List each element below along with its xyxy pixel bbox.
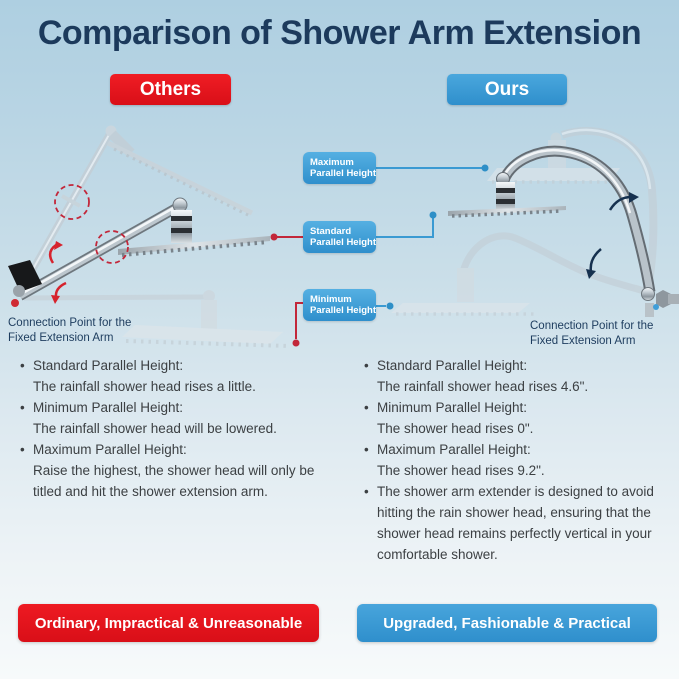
item-heading: Minimum Parallel Height:	[377, 400, 528, 415]
left-connection-point-caption: Connection Point for the Fixed Extension Arm	[8, 317, 132, 344]
ours-verdict-banner	[357, 604, 657, 642]
ours-column-label: Ours	[484, 78, 530, 100]
blue-dot-icon	[482, 165, 489, 172]
others-feature-list	[20, 355, 340, 502]
right-product-illustration	[391, 130, 679, 317]
label-line: Standard	[310, 226, 352, 237]
list-item	[364, 355, 664, 397]
blue-dot-icon	[387, 303, 394, 310]
label-line: Maximum	[310, 157, 354, 168]
bullet-icon: •	[20, 400, 25, 415]
item-heading: Maximum Parallel Height:	[377, 442, 531, 457]
page-title: Comparison of Shower Arm Extension	[37, 14, 642, 52]
item-body: The shower head rises 9.2".	[377, 463, 545, 478]
item-body: Raise the highest, the shower head will only be titled and hit the shower extension arm.	[33, 463, 315, 499]
connector-maximum-right	[375, 165, 489, 172]
bullet-icon: •	[364, 484, 369, 499]
standard-parallel-height-label	[303, 221, 376, 253]
item-body: The rainfall shower head rises 4.6".	[377, 379, 589, 394]
blue-dot-icon	[430, 212, 437, 219]
label-line: Parallel Height	[310, 305, 376, 316]
label-line: Minimum	[310, 294, 352, 305]
item-body: The shower arm extender is designed to avoid hitting the rain shower head, ensuring that the shower head remains perfectly vertical in your comfortable shower.	[377, 484, 654, 562]
ours-feature-list	[364, 355, 664, 565]
bullet-icon: •	[364, 358, 369, 373]
bullet-icon: •	[20, 358, 25, 373]
bullet-icon: •	[20, 442, 25, 457]
right-wall-fitting	[642, 288, 679, 318]
connector-minimum-left	[293, 303, 304, 347]
right-connection-point-caption: Connection Point for the Fixed Extension Arm	[530, 320, 654, 347]
red-dot-icon	[271, 234, 278, 241]
connector-minimum-right	[375, 303, 394, 310]
list-item	[364, 439, 664, 481]
others-verdict-banner	[18, 604, 319, 642]
red-dot-icon	[293, 340, 300, 347]
others-column-label: Others	[139, 78, 202, 100]
item-heading: Minimum Parallel Height:	[33, 400, 184, 415]
connector-standard-left	[271, 234, 304, 241]
connector-lines	[271, 165, 489, 347]
label-line: Parallel Height	[310, 168, 376, 179]
ours-column-badge	[447, 74, 567, 105]
blue-dot-icon	[653, 304, 659, 310]
item-body: The rainfall shower head will be lowered.	[33, 421, 277, 436]
item-heading: Standard Parallel Height:	[33, 358, 184, 373]
minimum-parallel-height-label	[303, 289, 376, 321]
others-verdict-text: Ordinary, Impractical & Unreasonable	[34, 614, 303, 632]
bullet-icon: •	[364, 442, 369, 457]
list-item	[364, 481, 664, 565]
list-item	[20, 439, 340, 502]
bullet-icon: •	[364, 400, 369, 415]
item-body: The rainfall shower head rises a little.	[33, 379, 256, 394]
left-product-illustration	[8, 126, 289, 347]
list-item	[20, 355, 340, 397]
item-heading: Standard Parallel Height:	[377, 358, 528, 373]
list-item	[364, 397, 664, 439]
label-line: Parallel Height	[310, 237, 376, 248]
maximum-parallel-height-label	[303, 152, 376, 184]
list-item	[20, 397, 340, 439]
right-ghost-minimum-position	[391, 236, 644, 314]
connector-standard-right	[375, 212, 437, 238]
tilt-arrow-icon	[51, 283, 66, 304]
tilt-arrow-icon	[50, 241, 63, 263]
others-column-badge	[110, 74, 231, 105]
item-heading: Maximum Parallel Height:	[33, 442, 187, 457]
item-body: The shower head rises 0".	[377, 421, 534, 436]
red-dot-icon	[11, 299, 19, 307]
ours-verdict-text: Upgraded, Fashionable & Practical	[383, 614, 631, 632]
left-ghost-maximum-position	[20, 126, 252, 293]
